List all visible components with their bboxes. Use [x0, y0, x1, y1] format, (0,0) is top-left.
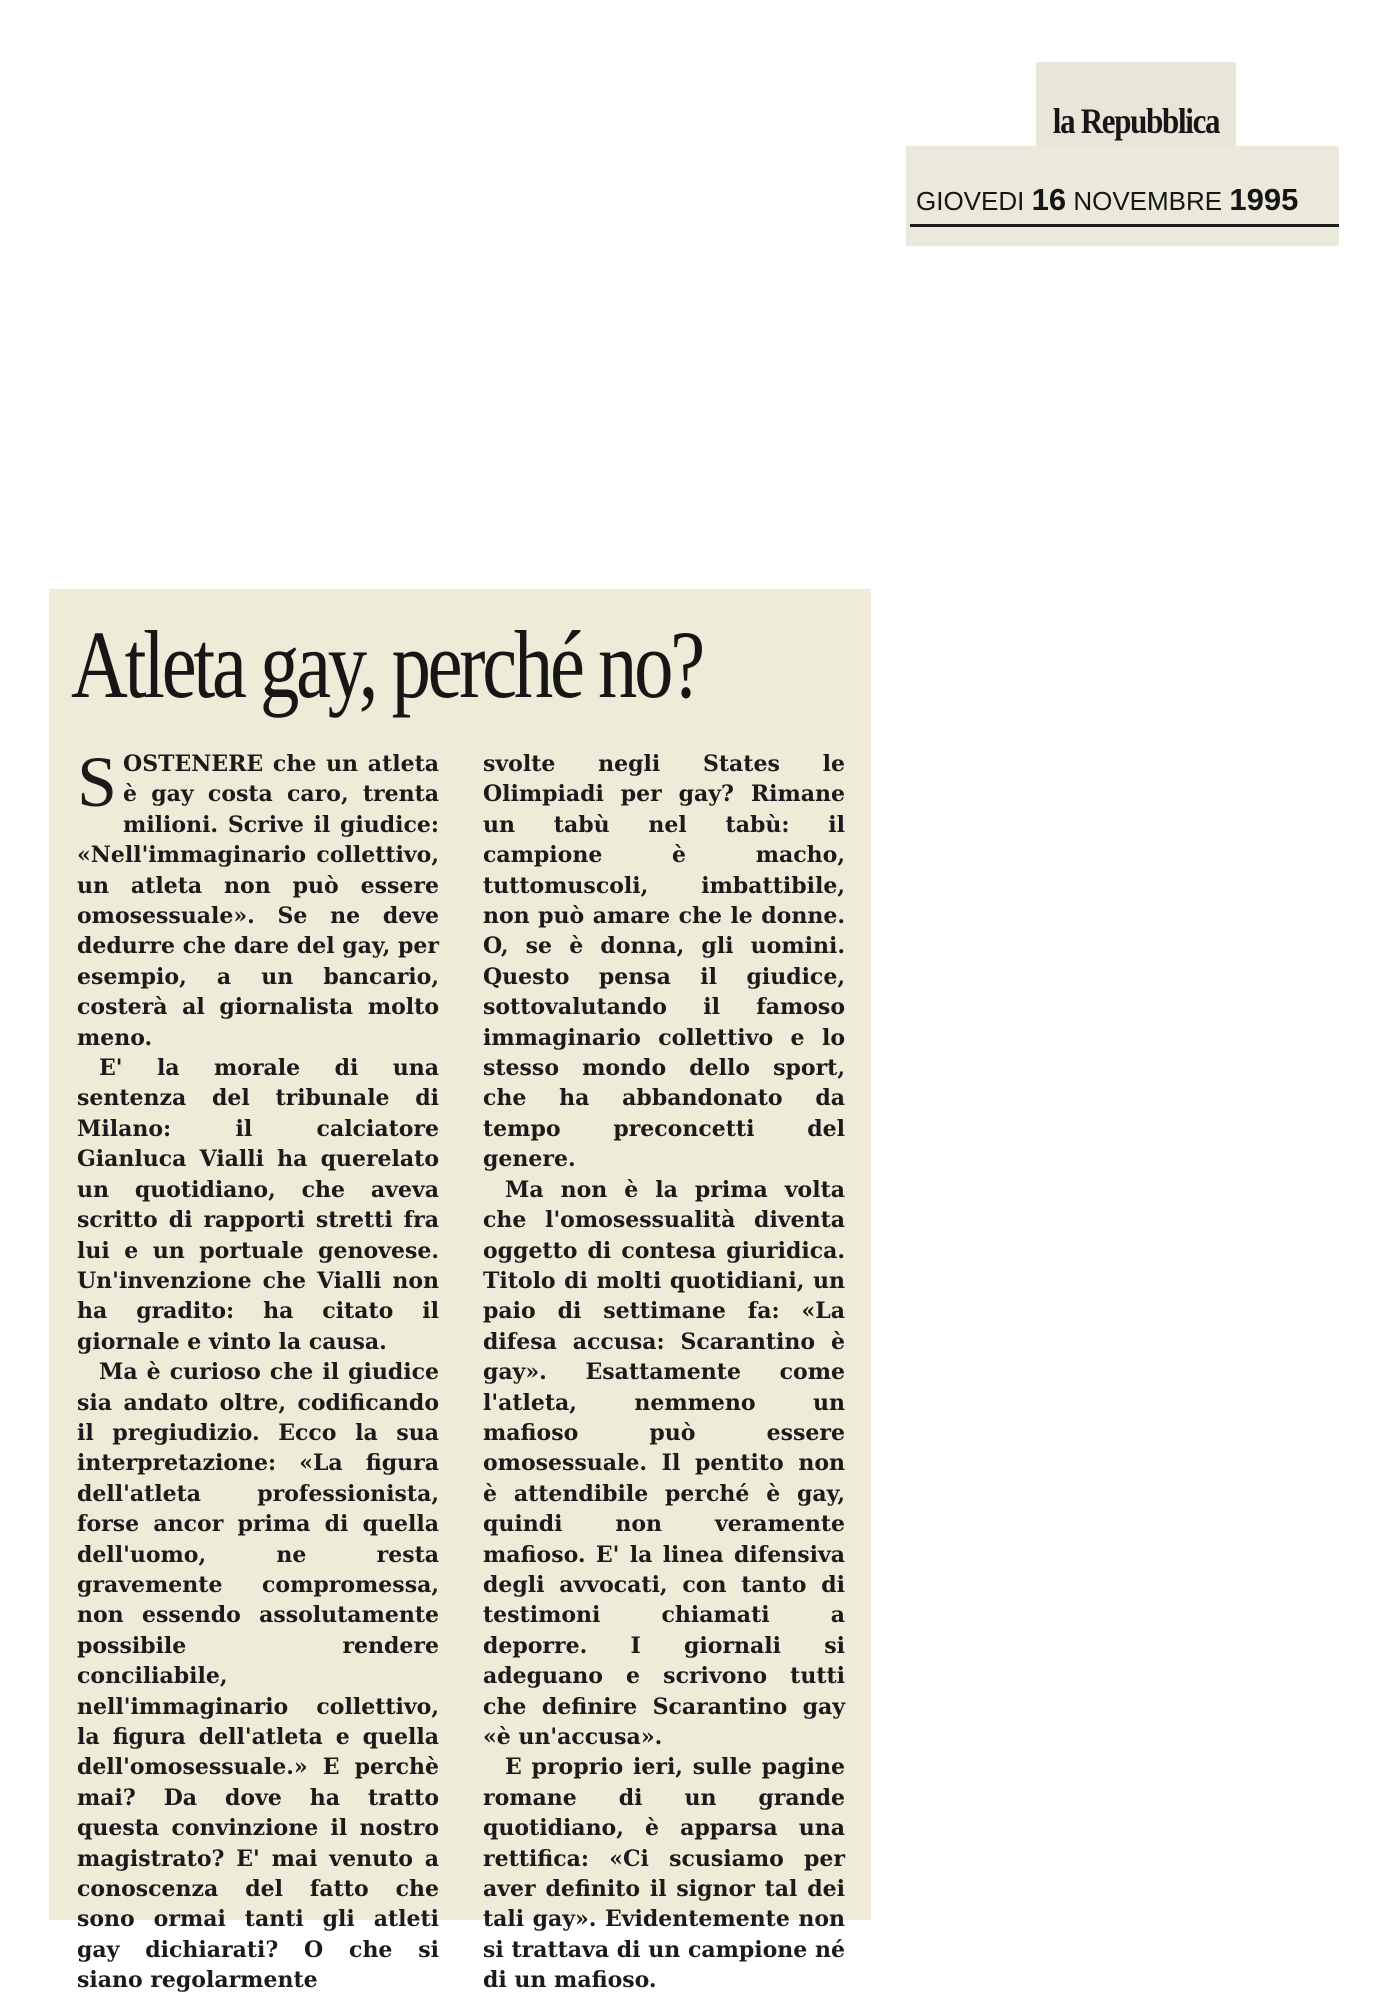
- drop-cap: S: [77, 742, 118, 822]
- article-paragraph: Ma è curioso che il giudice sia andato oltre, codificando il pregiudizio. Ecco la sua interpretazione: «La figura dell'atleta professionista, forse ancor prima di quella dell'uomo, ne resta gravemente compromessa, non essendo assolutamente possibile rendere conciliabile, nell'immaginario collettivo, la figura dell'atleta e quella dell'omosessuale.» E perchè mai? Da dove ha tratto questa convinzione il nostro magistrato? E' mai venuto a conoscenza del fatto che sono ormai tanti gli atleti gay dichiarati? O che si siano regolarmente: [77, 1359, 439, 1994]
- article-paragraph: E proprio ieri, sulle pagine romane di un grande quotidiano, è apparsa una rettifica: «Ci scusiamo per aver definito il signor tal dei tali gay». Evidentemente non si trattava di un campione né di un mafioso.: [483, 1754, 845, 1994]
- article-clipping: [49, 589, 871, 1994]
- masthead-clipping: [1036, 62, 1236, 152]
- date-year: 1995: [1229, 182, 1299, 217]
- article-headline: Atleta gay, perché no?: [71, 611, 702, 718]
- article-paragraph: Ma non è la prima volta che l'omosessualità diventa oggetto di contesa giuridica. Titolo di molti quotidiani, un paio di settimane fa: «La difesa accusa: Scarantino è gay». Esattamente come l'atleta, nemmeno un mafioso può essere omosessuale. Il pentito non è attendibile perché è gay, quindi non veramente mafioso. E' la linea difensiva degli avvocati, con tanto di testimoni chiamati a deporre. I giornali si adeguano e scrivono tutti che definire Scarantino gay «è un'accusa».: [483, 1176, 845, 1750]
- article-paragraph-continued: svolte negli States le Olimpiadi per gay? Rimane un tabù nel tabù: il campione è macho, tuttomuscoli, imbattibile, non può amare che le donne. O, se è donna, gli uomini. Questo pensa il giudice, sottovalutando il famoso immaginario collettivo e lo stesso mondo dello sport, che ha abbandonato da tempo preconcetti del genere.: [483, 751, 845, 1173]
- publication-date: [916, 182, 1331, 218]
- article-paragraph: E' la morale di una sentenza del tribunale di Milano: il calciatore Gianluca Vialli ha querelato un quotidiano, che aveva scritto di rapporti stretti fra lui e un portuale genovese. Un'invenzione che Vialli non ha gradito: ha citato il giornale e vinto la causa.: [77, 1055, 439, 1355]
- lead-word: OSTENERE: [123, 751, 264, 777]
- date-weekday: GIOVEDI: [916, 186, 1025, 216]
- dateline-rule: [910, 224, 1339, 227]
- article-column-right: [483, 749, 845, 1996]
- article-lead-paragraph: [77, 742, 439, 1053]
- article-column-left: [77, 742, 439, 1996]
- newspaper-name: la Repubblica: [1052, 101, 1220, 141]
- date-day: 16: [1031, 182, 1067, 217]
- dateline-clipping: [906, 146, 1339, 246]
- date-month: NOVEMBRE: [1073, 186, 1223, 216]
- lead-text: che un atleta è gay costa caro, trenta milioni. Scrive il giudice: «Nell'immaginario collettivo, un atleta non può essere omosessuale». Se ne deve dedurre che dare del gay, per esempio, a un bancario, costerà al giornalista molto meno.: [77, 751, 439, 1051]
